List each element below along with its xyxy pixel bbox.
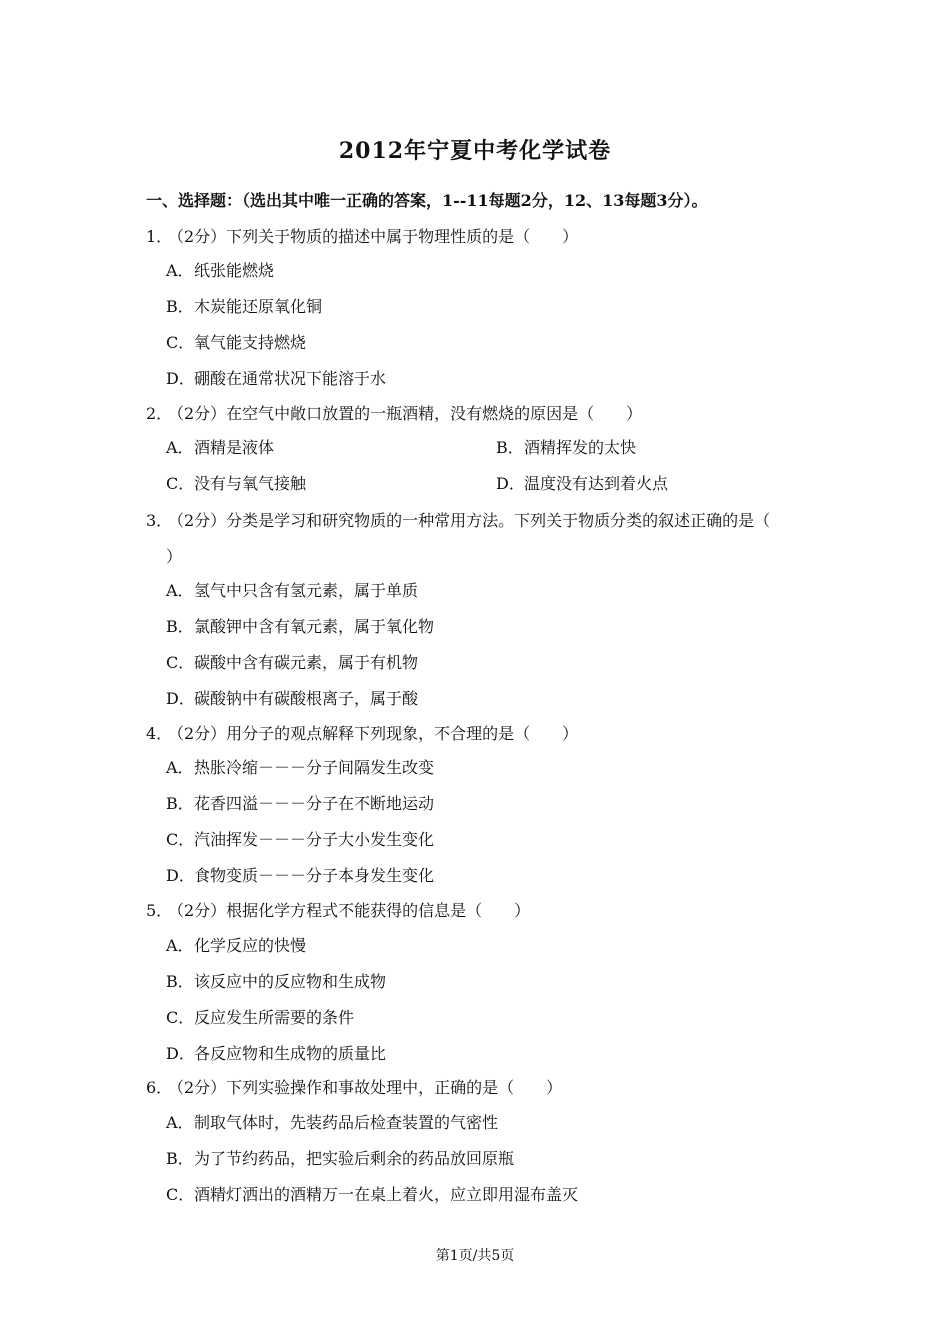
option-text: 酒精挥发的太快: [524, 438, 637, 457]
option-text: 木炭能还原氧化铜: [194, 297, 323, 316]
option-2c: [166, 471, 306, 494]
option-2b: [496, 435, 636, 458]
option-text: 氢气中只含有氢元素，属于单质: [194, 581, 419, 600]
question-stem: （2分）下列关于物质的描述中属于物理性质的是（ ）: [168, 227, 579, 246]
option-letter: A．: [166, 438, 194, 457]
question-stem: （2分）用分子的观点解释下列现象，不合理的是（ ）: [168, 724, 579, 743]
option-text: 各反应物和生成物的质量比: [194, 1044, 387, 1063]
option-letter: D．: [496, 474, 525, 493]
option-2d: [496, 471, 668, 494]
option-letter: C．: [166, 830, 195, 849]
option-text: 硼酸在通常状况下能溶于水: [194, 369, 387, 388]
option-letter: A．: [166, 758, 194, 777]
option-3c: [166, 650, 418, 673]
option-letter: A．: [166, 1113, 194, 1132]
option-text: 化学反应的快慢: [194, 936, 307, 955]
option-3a: [166, 578, 418, 601]
option-letter: C．: [166, 1185, 195, 1204]
option-letter: B．: [496, 438, 524, 457]
option-letter: C．: [166, 474, 195, 493]
page-footer: 第1页/共5页: [435, 1248, 515, 1264]
option-text: 氧气能支持燃烧: [194, 333, 307, 352]
option-6c: [166, 1182, 578, 1205]
question-stem: （2分）根据化学方程式不能获得的信息是（ ）: [168, 901, 531, 920]
option-letter: B．: [166, 617, 194, 636]
option-letter: D．: [166, 866, 195, 885]
option-2a: [166, 435, 274, 458]
option-1b: [166, 294, 322, 317]
option-3d: [166, 686, 418, 709]
question-2: [146, 401, 642, 424]
option-4d: [166, 863, 434, 886]
option-6b: [166, 1146, 514, 1169]
option-text: 纸张能燃烧: [194, 261, 275, 280]
option-text: 汽油挥发－－－分子大小发生变化: [194, 830, 435, 849]
option-1d: [166, 366, 386, 389]
question-number: 3．: [146, 511, 173, 530]
option-letter: D．: [166, 1044, 195, 1063]
option-letter: A．: [166, 581, 194, 600]
option-text: 食物变质－－－分子本身发生变化: [194, 866, 435, 885]
option-letter: B．: [166, 972, 194, 991]
question-number: 6．: [146, 1078, 173, 1097]
option-letter: C．: [166, 653, 195, 672]
option-letter: D．: [166, 689, 195, 708]
question-3: [146, 508, 770, 531]
option-text: 没有与氧气接触: [194, 474, 307, 493]
option-text: 为了节约药品，把实验后剩余的药品放回原瓶: [194, 1149, 515, 1168]
option-text: 温度没有达到着火点: [524, 474, 669, 493]
option-text: 反应发生所需要的条件: [194, 1008, 355, 1027]
option-letter: B．: [166, 1149, 194, 1168]
option-4b: [166, 791, 434, 814]
option-text: 氯酸钾中含有氧元素，属于氧化物: [194, 617, 435, 636]
option-5c: [166, 1005, 354, 1028]
option-letter: B．: [166, 297, 194, 316]
section-heading: 一、选择题：（选出其中唯一正确的答案，1--11每题2分，12、13每题3分）。: [146, 191, 708, 210]
option-letter: C．: [166, 1008, 195, 1027]
question-3-continuation: ）: [166, 547, 183, 566]
option-letter: A．: [166, 261, 194, 280]
option-text: 制取气体时，先装药品后检查装置的气密性: [194, 1113, 499, 1132]
option-letter: B．: [166, 794, 194, 813]
question-number: 2．: [146, 404, 173, 423]
option-5d: [166, 1041, 386, 1064]
option-text: 该反应中的反应物和生成物: [194, 972, 387, 991]
question-stem: （2分）下列实验操作和事故处理中，正确的是（ ）: [168, 1078, 563, 1097]
option-text: 酒精是液体: [194, 438, 275, 457]
option-1c: [166, 330, 306, 353]
question-1: [146, 224, 578, 247]
option-text: 碳酸钠中有碳酸根离子，属于酸: [194, 689, 419, 708]
question-6: [146, 1075, 562, 1098]
option-text: 碳酸中含有碳元素，属于有机物: [194, 653, 419, 672]
option-4a: [166, 755, 434, 778]
question-4: [146, 721, 578, 744]
question-number: 4．: [146, 724, 173, 743]
page-title: 2012年宁夏中考化学试卷: [338, 138, 612, 164]
option-letter: C．: [166, 333, 195, 352]
question-stem: （2分）在空气中敞口放置的一瓶酒精，没有燃烧的原因是（ ）: [168, 404, 643, 423]
question-number: 5．: [146, 901, 173, 920]
option-3b: [166, 614, 434, 637]
option-6a: [166, 1110, 498, 1133]
option-5b: [166, 969, 386, 992]
option-text: 花香四溢－－－分子在不断地运动: [194, 794, 435, 813]
question-5: [146, 898, 530, 921]
option-1a: [166, 258, 274, 281]
option-letter: A．: [166, 936, 194, 955]
question-stem: （2分）分类是学习和研究物质的一种常用方法。下列关于物质分类的叙述正确的是（: [168, 511, 771, 530]
question-number: 1．: [146, 227, 173, 246]
option-4c: [166, 827, 434, 850]
option-5a: [166, 933, 306, 956]
option-text: 酒精灯洒出的酒精万一在桌上着火，应立即用湿布盖灭: [194, 1185, 579, 1204]
option-letter: D．: [166, 369, 195, 388]
option-text: 热胀冷缩－－－分子间隔发生改变: [194, 758, 435, 777]
